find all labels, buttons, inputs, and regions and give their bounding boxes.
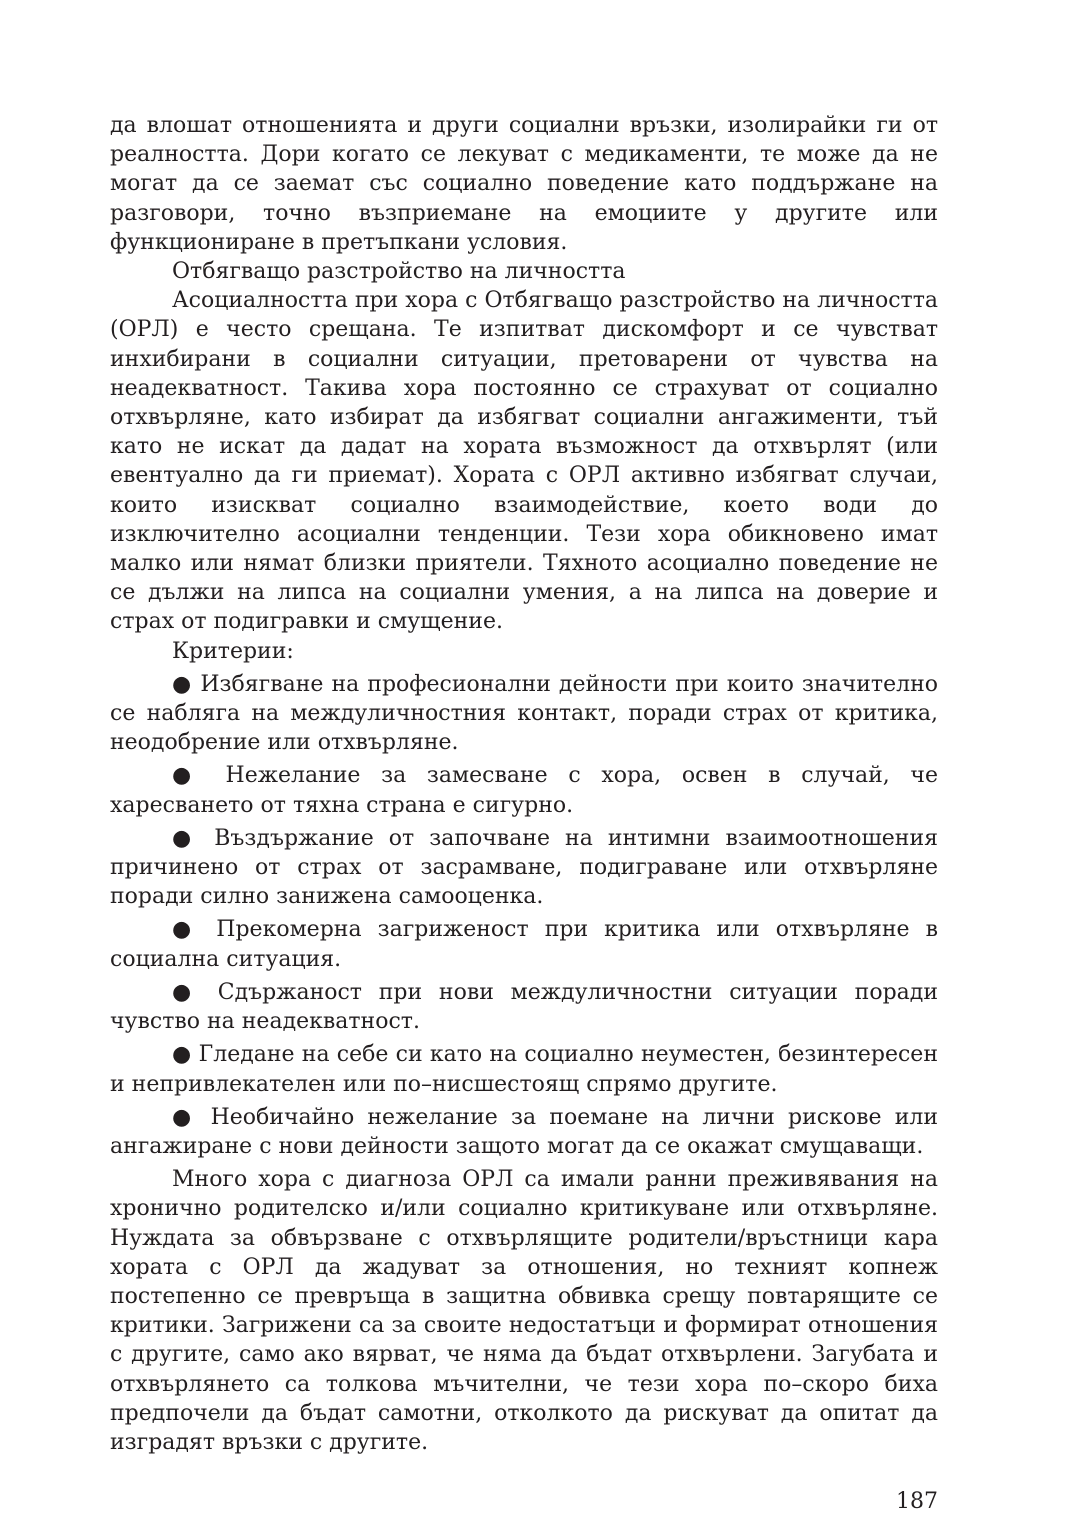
page-body bbox=[110, 111, 938, 1457]
criteria-bullet: ● Необичайно нежелание за поемане на лични рискове или ангажиране с нови дейности защото могат да се окажат смущаващи. bbox=[110, 1104, 938, 1159]
criteria-bullet: ● Въздържание от започване на интимни взаимоотношения причинено от страх от засрамване, подиграване или отхвърляне поради силно занижена самооценка. bbox=[110, 825, 938, 910]
criteria-bullet: ● Сдържаност при нови междуличностни ситуации поради чувство на неадекватност. bbox=[110, 979, 938, 1035]
paragraph-continuation: да влошат отношенията и други социални връзки, изолирайки ги от реалността. Дори когато се лекуват с медикаменти, те може да не могат да се заемат със социално поведение като поддържане на разговори, точно възприемане на емоциите у другите или функциониране в претъпкани условия. bbox=[110, 113, 938, 255]
criteria-bullet: ● Избягване на професионални дейности при които значително се набляга на междуличностния контакт, поради страх от критика, неодобрение или отхвърляне. bbox=[110, 671, 938, 756]
paragraph-origins: Много хора с диагноза ОРЛ са имали ранни преживявания на хронично родителско и/или социално критикуване или отхвърляне. Нуждата за обвързване с отхвърлящите родители/връстници кара хората с ОРЛ да жадуват за отношения, но техният копнеж постепенно се превръща в защитна обвивка срещу повтарящите се критики. Загрижени са за своите недостатъци и формират отношения с другите, само ако вярват, че няма да бъдат отхвърлени. Загубата и отхвърлянето са толкова мъчителни, че тези хора по–скоро биха предпочели да бъдат самотни, отколкото да рискуват да опитат да изградят връзки с другите. bbox=[110, 1167, 938, 1455]
criteria-bullet: ● Прекомерна загриженост при критика или отхвърляне в социална ситуация. bbox=[110, 917, 938, 972]
criteria-bullet: ● Гледане на себе си като на социално неуместен, безинтересен и непривлекателен или по–нисшестоящ спрямо другите. bbox=[110, 1042, 938, 1097]
criteria-bullet: ● Нежелание за замесване с хора, освен в случай, че харесването от тяхна страна е сигурно. bbox=[110, 763, 938, 818]
paragraph-asociality: Асоциалността при хора с Отбягващо разстройство на личността (ОРЛ) е често срещана. Те изпитват дискомфорт и се чувстват инхибирани в социални ситуации, претоварени от чувства на неадекватност. Такива хора постоянно се страхуват от социално отхвърляне, като избират да избягват социални ангажименти, тъй като не искат да дадат на хората възможност да отхвърлят (или евентуално да ги приемат). Хората с ОРЛ активно избягват случаи, които изискват социално взаимодействие, което води до изключително асоциални тенденции. Тези хора обикновено имат малко или нямат близки приятели. Тяхното асоциално поведение не се дължи на липса на социални умения, а на липса на доверие и страх от подигравки и смущение. bbox=[110, 288, 938, 635]
section-heading: Отбягващо разстройство на личността bbox=[172, 259, 626, 285]
criteria-heading: Критерии: bbox=[172, 638, 294, 664]
page-number: 187 bbox=[896, 1489, 938, 1514]
